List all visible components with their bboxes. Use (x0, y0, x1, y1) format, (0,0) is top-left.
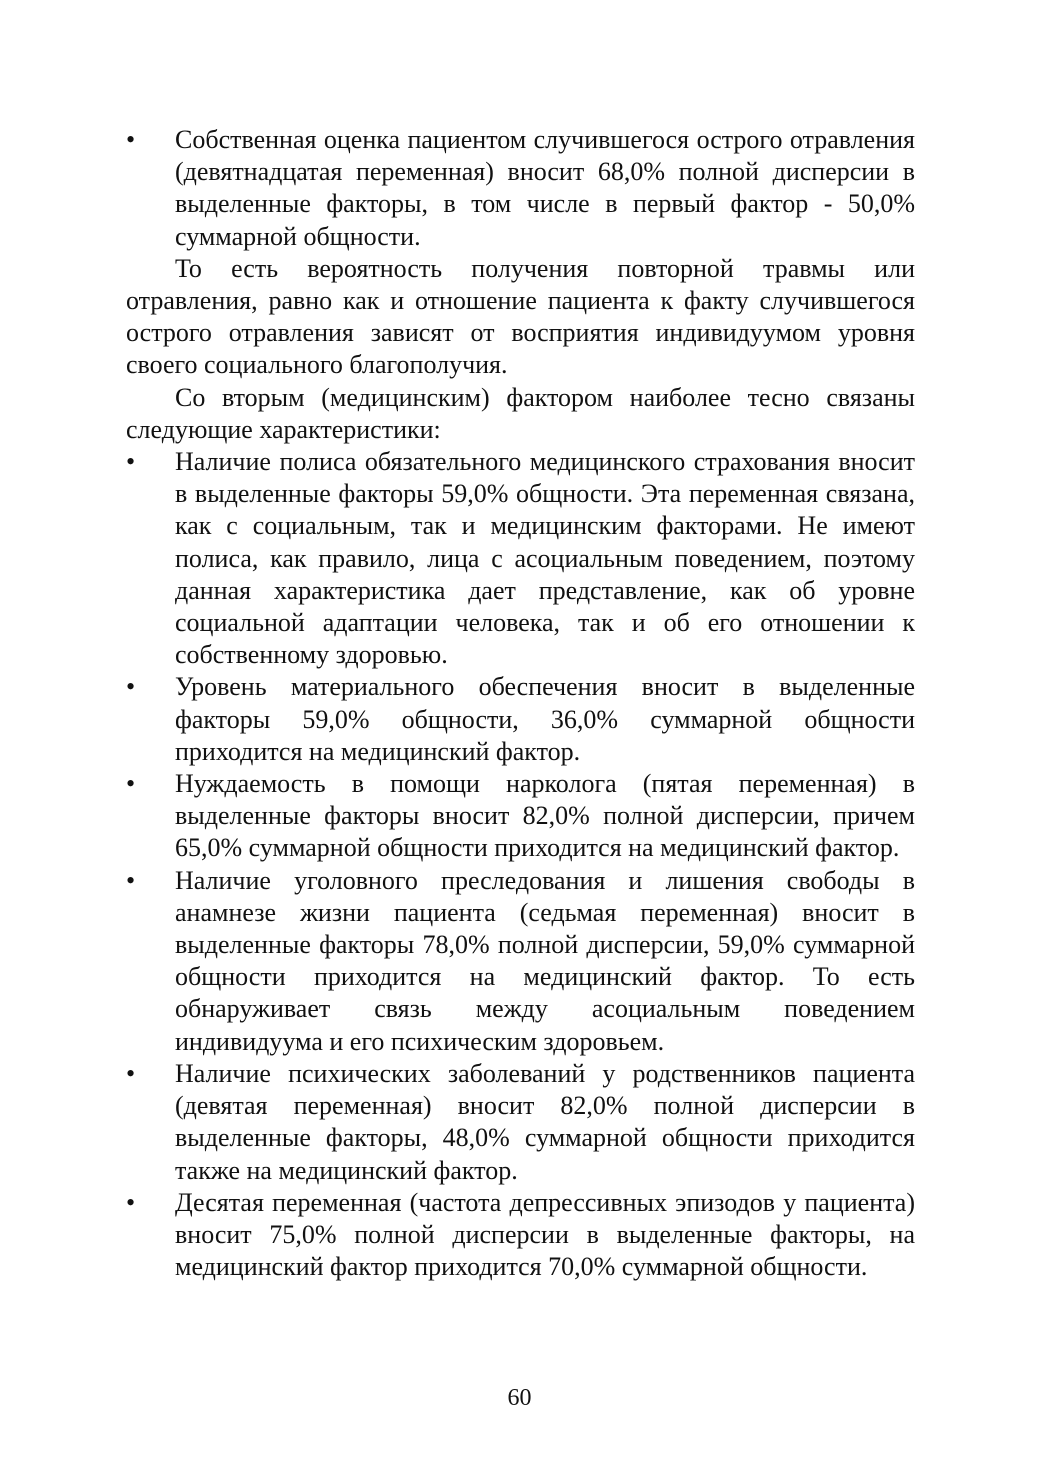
bullet-text: Нуждаемость в помощи нарколога (пятая переменная) в выделенные факторы вносит 82,0% полной дисперсии, причем 65,0% суммарной общности приходится на медицинский фактор. (175, 769, 915, 863)
bullet-text: Десятая переменная (частота депрессивных эпизодов у пациента) вносит 75,0% полной дисперсии в выделенные факторы, на медицинский фактор приходится 70,0% суммарной общности. (175, 1187, 915, 1282)
bullet-item-depressive-episodes (126, 1187, 915, 1284)
bullet-marker: • (126, 1058, 136, 1088)
bullet-item-insurance (126, 446, 915, 671)
page-number: 60 (507, 1385, 532, 1411)
bullet-marker: • (126, 865, 136, 895)
bullet-item-relatives-mental-illness (126, 1058, 915, 1187)
bullet-marker: • (126, 672, 136, 702)
paragraph-medical-factor-intro: Со вторым (медицинским) фактором наиболее тесно связаны следующие характеристики: (126, 382, 915, 444)
bullet-marker: • (126, 125, 136, 154)
bullet-text: Наличие полиса обязательного медицинского страхования вносит в выделенные факторы 59,0% общности. Эта переменная связана, как с социальным, так и медицинским факторами. Не имеют полиса, как правило, лица с асоциальным поведением, поэтому данная характеристика дает представление, как об уровне социальной адаптации человека, так и об его отношении к собственному здоровью. (175, 447, 915, 670)
bullet-marker: • (126, 1187, 136, 1217)
bullet-item-narcologist (126, 768, 915, 865)
bullet-text: Наличие психических заболеваний у родственников пациента (девятая переменная) вносит 82,0% полной дисперсии в выделенные факторы, 48,0% суммарной общности приходится также на медицинский фактор. (175, 1058, 915, 1185)
bullet-item-criminal-prosecution (126, 865, 915, 1058)
bullet-item-self-assessment (126, 124, 915, 253)
bullet-text: Уровень материального обеспечения вносит в выделенные факторы 59,0% общности, 36,0% суммарной общности приходится на медицинский фактор. (175, 672, 915, 766)
bullet-marker: • (126, 769, 136, 799)
body-text (126, 124, 915, 1283)
paragraph-conclusion: То есть вероятность получения повторной травмы или отравления, равно как и отношение пациента к факту случившегося острого отравления зависят от восприятия индивидуумом уровня своего социального благополучия. (126, 253, 915, 380)
bullet-text: Наличие уголовного преследования и лишения свободы в анамнезе жизни пациента (седьмая переменная) вносит в выделенные факторы 78,0% полной дисперсии, 59,0% суммарной общности приходится на медицинский фактор. То есть обнаруживает связь между асоциальным поведением индивидуума и его психическим здоровьем. (175, 865, 915, 1056)
bullet-marker: • (126, 447, 136, 477)
bullet-text: Собственная оценка пациентом случившегося острого отравления (девятнадцатая переменная) вносит 68,0% полной дисперсии в выделенные факторы, в том числе в первый фактор - 50,0% суммарной общности. (175, 125, 915, 251)
bullet-item-material-level (126, 671, 915, 768)
